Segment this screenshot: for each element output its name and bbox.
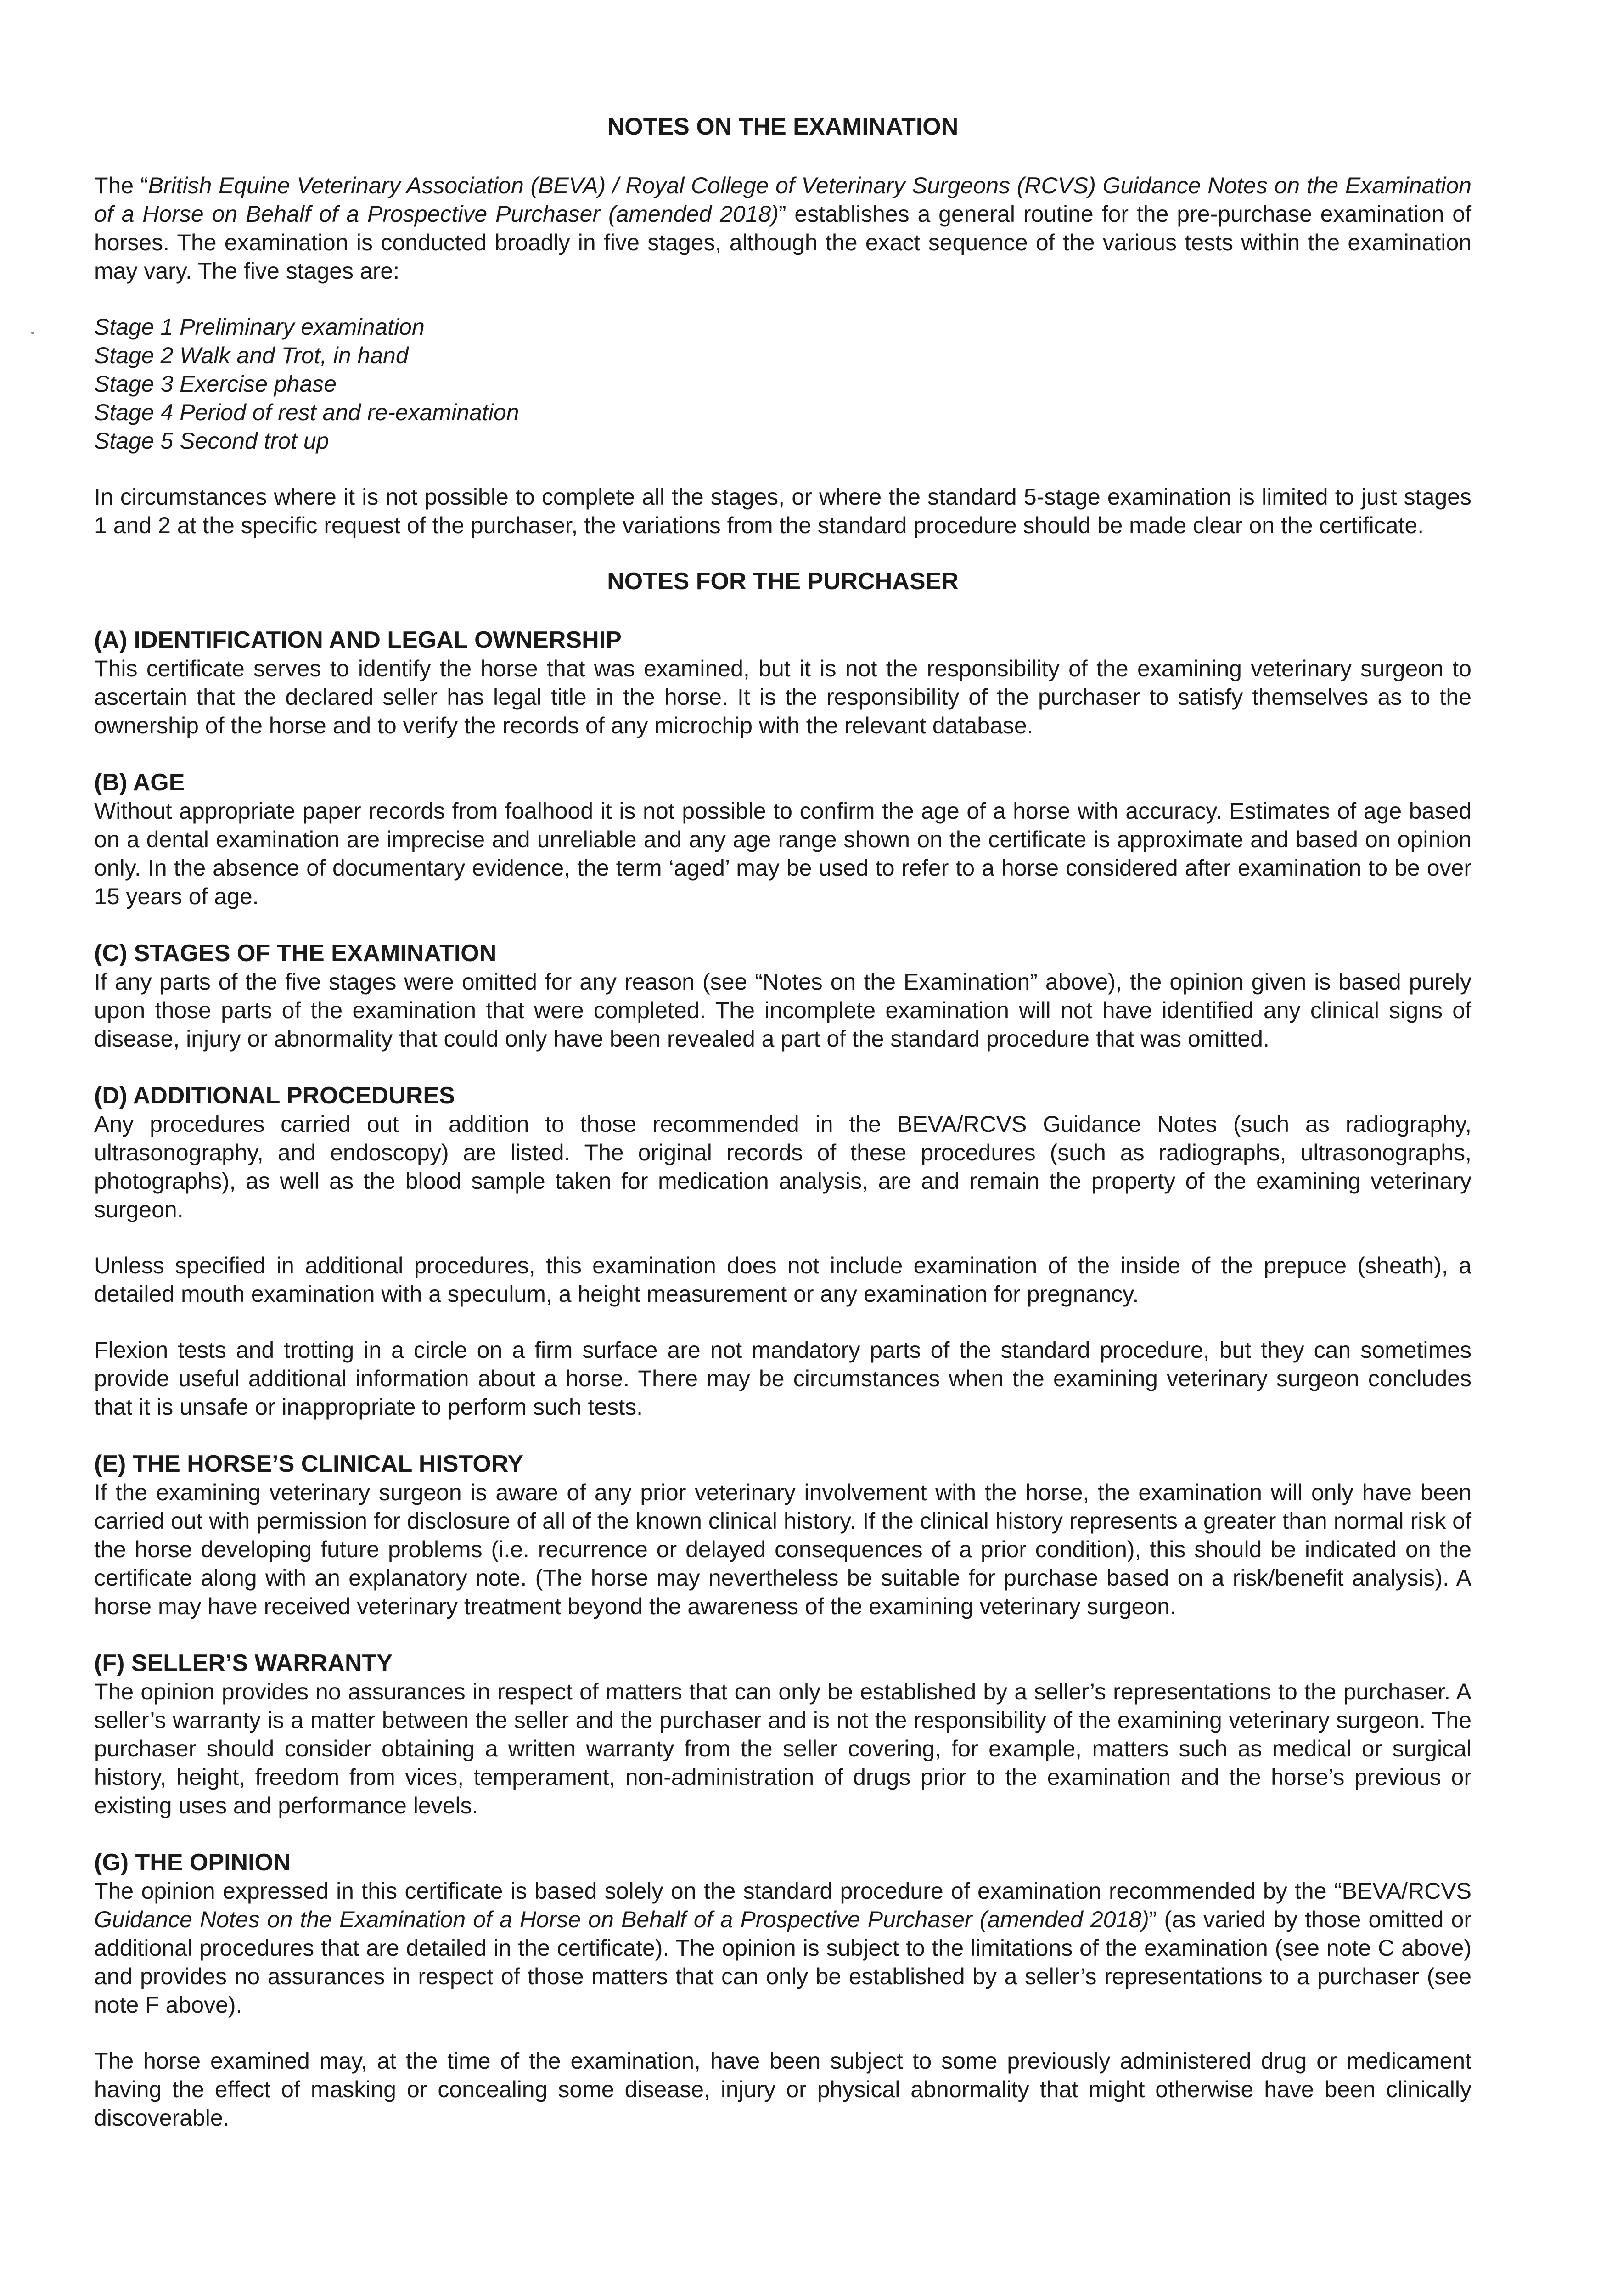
note-g-title: (G) THE OPINION [94,1849,291,1876]
exam-notes-intro: The “British Equine Veterinary Association (BEVA) / Royal College of Veterinary Surgeons (RCVS) Guidance Notes on the Examination of a Horse on Behalf of a Prospective Purchaser (amended 2018)” establishes a general routine for the pre-purchase examination of horses. The examination is conducted broadly in five stages, although the exact sequence of the various tests within the examination may vary. The five stages are: [94,173,1471,284]
note-b-text: Without appropriate paper records from foalhood it is not possible to confirm the age of a horse with accuracy. Estimates of age based on a dental examination are imprecise and unreliable and any age range shown on the certificate is approximate and based on opinion only. In the absence of documentary evidence, the term ‘aged’ may be used to refer to a horse considered after examination to be over 15 years of age. [94,798,1471,909]
stage-item: Stage 4 Period of rest and re-examination [94,400,519,425]
note-d-text-3: Flexion tests and trotting in a circle on a firm surface are not mandatory parts of the standard procedure, but they can sometimes provide useful additional information about a horse. There may be circumstances when the examining veterinary surgeon concludes that it is unsafe or inappropriate to perform such tests. [94,1337,1471,1420]
note-f-text: The opinion provides no assurances in respect of matters that can only be established by a seller’s representations to the purchaser. A seller’s warranty is a matter between the seller and the purchaser and is not the responsibility of the examining veterinary surgeon. The purchaser should consider obtaining a written warranty from the seller covering, for example, matters such as medical or surgical history, height, freedom from vices, temperament, non-administration of drugs prior to the examination and the horse’s previous or existing uses and performance levels. [94,1679,1471,1818]
note-g-text-1: The opinion expressed in this certificate is based solely on the standard procedure of examination recommended by the “BEVA/RCVS Guidance Notes on the Examination of a Horse on Behalf of a Prospective Purchaser (amended 2018)” (as varied by those omitted or additional procedures that are detailed in the certificate). The opinion is subject to the limitations of the examination (see note C above) and provides no assurances in respect of those matters that can only be established by a seller’s representations to a purchaser (see note F above). [94,1878,1471,2018]
stage-item: Stage 1 Preliminary examination [94,314,425,340]
guidance-title: British Equine Veterinary Association (BEVA) / Royal College of Veterinary Surgeons (RCVS) Guidance Notes on the Examination of a Horse on Behalf of a Prospective Purchaser (amended 2018) [94,173,1471,227]
stage-item: Stage 3 Exercise phase [94,371,337,397]
note-b [94,768,1471,911]
note-g-text-2: The horse examined may, at the time of the examination, have been subject to some previously administered drug or medicament having the effect of masking or concealing some disease, injury or physical abnormality that might otherwise have been clinically discoverable. [94,2048,1471,2131]
note-d [94,1081,1471,1421]
note-d-text-2: Unless specified in additional procedures, this examination does not include examination of the inside of the prepuce (sheath), a detailed mouth examination with a speculum, a height measurement or any examination for pregnancy. [94,1253,1471,1307]
variation-paragraph: In circumstances where it is not possible to complete all the stages, or where the standard 5-stage examination is limited to just stages 1 and 2 at the specific request of the purchaser, the variations from the standard procedure should be made clear on the certificate. [94,484,1471,538]
note-e-title: (E) THE HORSE’S CLINICAL HISTORY [94,1451,524,1477]
note-a-title: (A) IDENTIFICATION AND LEGAL OWNERSHIP [94,627,622,653]
stage-item: Stage 2 Walk and Trot, in hand [94,343,409,368]
guidance-title: Guidance Notes on the Examination of a Horse on Behalf of a Prospective Purchaser (amended 2018) [94,1907,1149,1932]
note-c-title: (C) STAGES OF THE EXAMINATION [94,940,497,967]
note-g [94,1848,1471,2132]
note-c-text: If any parts of the five stages were omitted for any reason (see “Notes on the Examination” above), the opinion given is based purely upon those parts of the examination that were completed. The incomplete examination will not have identified any clinical signs of disease, injury or abnormality that could only have been revealed a part of the standard procedure that was omitted. [94,969,1471,1052]
stage-list [94,313,1471,455]
note-b-title: (B) AGE [94,769,185,796]
note-a-text: This certificate serves to identify the horse that was examined, but it is not the responsibility of the examining veterinary surgeon to ascertain that the declared seller has legal title in the horse. It is the responsibility of the purchaser to satisfy themselves as to the ownership of the horse and to verify the records of any microchip with the relevant database. [94,656,1471,738]
note-f-title: (F) SELLER’S WARRANTY [94,1650,393,1677]
document-page [94,113,1471,2132]
note-c [94,939,1471,1053]
scan-mark [31,332,34,334]
note-a [94,626,1471,740]
note-d-title: (D) ADDITIONAL PROCEDURES [94,1082,455,1109]
note-d-text-1: Any procedures carried out in addition to those recommended in the BEVA/RCVS Guidance Notes (such as radiography, ultrasonography, and endoscopy) are listed. The original records of these procedures (such as radiographs, ultrasonographs, photographs), as well as the blood sample taken for medication analysis, are and remain the property of the examining veterinary surgeon. [94,1111,1471,1222]
purchaser-notes-heading: NOTES FOR THE PURCHASER [607,568,959,595]
note-e-text: If the examining veterinary surgeon is aware of any prior veterinary involvement with the horse, the examination will only have been carried out with permission for disclosure of all of the known clinical history. If the clinical history represents a greater than normal risk of the horse developing future problems (i.e. recurrence or delayed consequences of a prior condition), this should be indicated on the certificate along with an explanatory note. (The horse may nevertheless be suitable for purchase based on a risk/benefit analysis). A horse may have received veterinary treatment beyond the awareness of the examining veterinary surgeon. [94,1480,1471,1619]
note-f [94,1649,1471,1820]
exam-notes-heading: NOTES ON THE EXAMINATION [607,113,959,140]
note-e [94,1450,1471,1621]
stage-item: Stage 5 Second trot up [94,428,329,454]
